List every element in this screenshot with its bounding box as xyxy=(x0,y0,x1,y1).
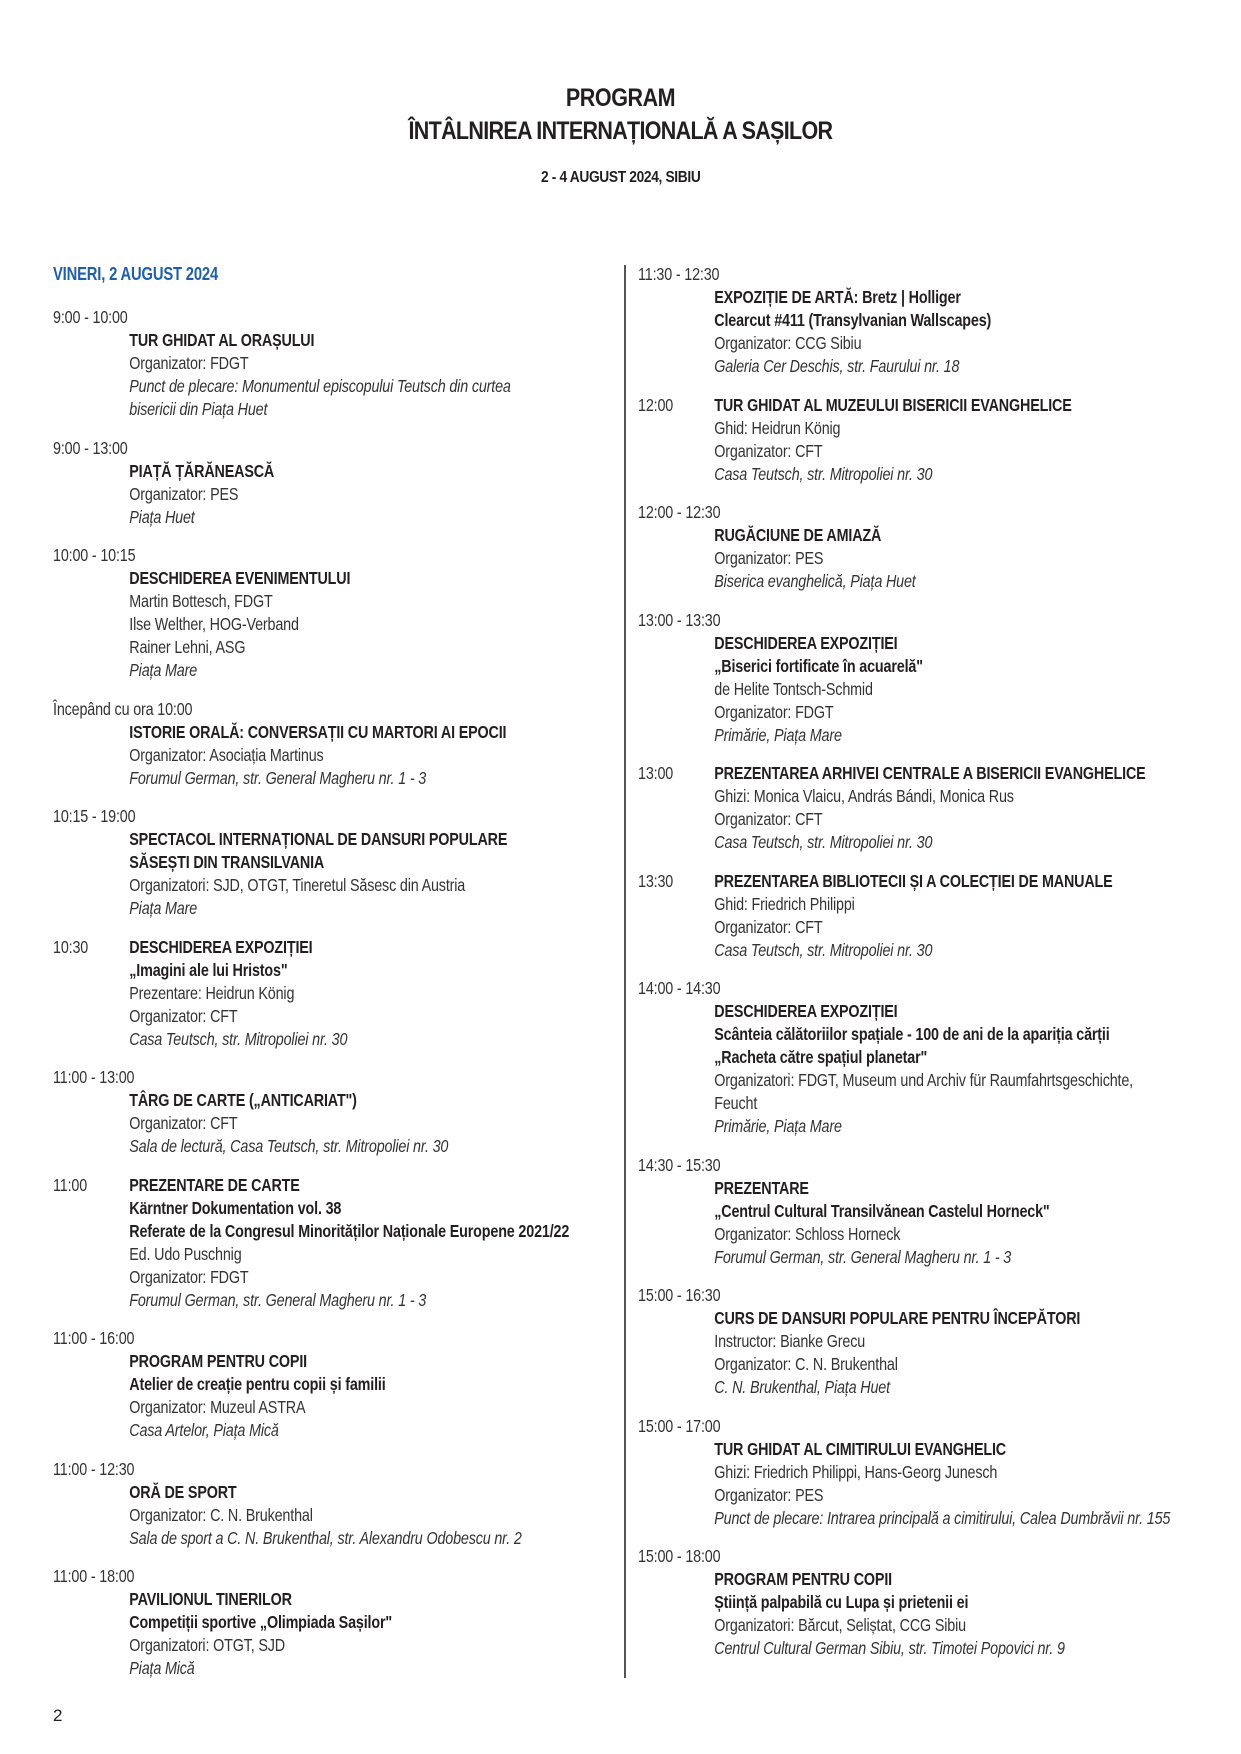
event-info: Ghizi: Friedrich Philippi, Hans-Georg Junesch xyxy=(714,1461,998,1482)
event-location: Centrul Cultural German Sibiu, str. Timotei Popovici nr. 9 xyxy=(714,1638,1065,1658)
schedule-entry xyxy=(53,306,619,421)
event-title: Kärntner Dokumentation vol. 38 xyxy=(129,1197,342,1218)
event-info: Organizatori: FDGT, Museum und Archiv für Raumfahrtsgeschichte, xyxy=(714,1070,1134,1090)
event-location: Piața Mică xyxy=(129,1658,195,1678)
entry-details xyxy=(53,1481,619,1550)
event-title: „Biserici fortificate în acuarelă" xyxy=(714,655,923,676)
event-title: PREZENTAREA BIBLIOTECII ȘI A COLECȚIEI DE MANUALE xyxy=(714,870,1113,891)
event-title: „Imagini ale lui Hristos" xyxy=(129,959,288,980)
left-column xyxy=(53,263,619,1696)
event-info: Organizatori: OTGT, SJD xyxy=(129,1635,285,1655)
event-time: 11:00 - 13:00 xyxy=(53,1067,135,1087)
schedule-entry xyxy=(53,1066,619,1158)
event-title: Clearcut #411 (Transylvanian Wallscapes) xyxy=(714,310,992,330)
event-time: 12:00 xyxy=(638,394,674,415)
entry-row xyxy=(638,762,1204,854)
event-info: Prezentare: Heidrun König xyxy=(129,982,295,1003)
event-location: C. N. Brukenthal, Piața Huet xyxy=(714,1377,890,1397)
entry-details xyxy=(129,936,619,1051)
event-location: Casa Artelor, Piața Mică xyxy=(129,1420,279,1440)
entry-details xyxy=(53,460,619,529)
entry-row xyxy=(53,1174,619,1312)
event-title: CURS DE DANSURI POPULARE PENTRU ÎNCEPĂTORI xyxy=(714,1308,1081,1328)
event-title: ISTORIE ORALĂ: CONVERSAȚII CU MARTORI AI EPOCII xyxy=(129,721,507,742)
event-time: Începând cu ora 10:00 xyxy=(53,698,193,719)
schedule-entry xyxy=(53,805,619,920)
entry-details xyxy=(53,1588,619,1680)
schedule-entry xyxy=(638,1154,1204,1269)
entry-details xyxy=(638,1000,1204,1138)
event-info: Ghizi: Monica Vlaicu, András Bándi, Monica Rus xyxy=(714,786,1014,806)
event-info: Organizator: PES xyxy=(714,1484,824,1505)
event-time: 13:00 - 13:30 xyxy=(638,609,721,630)
event-title: PAVILIONUL TINERILOR xyxy=(129,1589,292,1609)
event-title: PROGRAM PENTRU COPII xyxy=(129,1351,307,1371)
event-info: Organizatori: SJD, OTGT, Tineretul Săsesc din Austria xyxy=(129,875,466,895)
event-info: Organizator: FDGT xyxy=(129,1266,249,1287)
entry-details xyxy=(638,1568,1204,1660)
event-time: 13:00 xyxy=(638,763,674,783)
event-location: Forumul German, str. General Magheru nr. 1 - 3 xyxy=(129,767,427,788)
event-title: PIAȚĂ ȚĂRĂNEASCĂ xyxy=(129,460,275,481)
schedule-list-right xyxy=(638,263,1204,1660)
event-time: 15:00 - 16:30 xyxy=(638,1285,721,1305)
event-location: Punct de plecare: Monumentul episcopului Teutsch din curtea xyxy=(129,376,511,396)
event-title: PROGRAM PENTRU COPII xyxy=(714,1569,892,1589)
event-location: Casa Teutsch, str. Mitropoliei nr. 30 xyxy=(714,832,933,852)
schedule-entry xyxy=(638,1415,1204,1530)
event-info: Organizator: C. N. Brukenthal xyxy=(714,1354,898,1374)
event-info: Organizator: CFT xyxy=(129,1005,238,1026)
schedule-entry xyxy=(53,1565,619,1680)
event-info: Organizator: PES xyxy=(129,483,239,504)
event-info: Organizatori: Bărcut, Seliștat, CCG Sibiu xyxy=(714,1615,966,1635)
entry-details xyxy=(714,762,1204,854)
event-title: EXPOZIȚIE DE ARTĂ: Bretz | Holliger xyxy=(714,287,961,307)
event-title: TÂRG DE CARTE („ANTICARIAT") xyxy=(129,1090,357,1110)
right-column xyxy=(638,263,1204,1676)
event-time: 14:30 - 15:30 xyxy=(638,1154,721,1175)
event-location: Primărie, Piața Mare xyxy=(714,1116,842,1136)
event-time: 11:00 xyxy=(53,1174,88,1195)
event-info: Ghid: Heidrun König xyxy=(714,417,841,438)
entry-row xyxy=(638,394,1204,486)
event-title: PREZENTARE DE CARTE xyxy=(129,1174,300,1195)
entry-details xyxy=(714,870,1204,962)
event-info: Organizator: CFT xyxy=(714,916,823,937)
entry-row xyxy=(53,936,619,1051)
event-title: DESCHIDEREA EVENIMENTULUI xyxy=(129,568,351,588)
event-location: Casa Teutsch, str. Mitropoliei nr. 30 xyxy=(714,939,933,960)
event-info: Organizator: FDGT xyxy=(129,353,249,373)
event-title: Atelier de creație pentru copii și familii xyxy=(129,1374,386,1394)
event-location: Casa Teutsch, str. Mitropoliei nr. 30 xyxy=(714,463,933,484)
schedule-entry xyxy=(638,870,1204,962)
event-time: 11:00 - 12:30 xyxy=(53,1458,135,1479)
event-title: Știință palpabilă cu Lupa și prietenii ei xyxy=(714,1592,969,1612)
event-time: 10:15 - 19:00 xyxy=(53,806,136,826)
page-number: 2 xyxy=(53,1706,63,1725)
entry-details xyxy=(53,828,619,920)
event-location: Galeria Cer Deschis, str. Faurului nr. 18 xyxy=(714,356,960,376)
event-info: Rainer Lehni, ASG xyxy=(129,637,246,657)
event-title: Referate de la Congresul Minorităților Naționale Europene 2021/22 xyxy=(129,1220,570,1241)
event-location: Piața Mare xyxy=(129,660,198,680)
event-info: Ilse Welther, HOG-Verband xyxy=(129,614,299,634)
event-title: PREZENTAREA ARHIVEI CENTRALE A BISERICII EVANGHELICE xyxy=(714,763,1146,783)
entry-details xyxy=(53,1350,619,1442)
entry-details xyxy=(638,1438,1204,1530)
event-time: 12:00 - 12:30 xyxy=(638,502,721,522)
event-location: Forumul German, str. General Magheru nr. 1 - 3 xyxy=(714,1246,1012,1267)
schedule-entry xyxy=(53,698,619,790)
event-info: Martin Bottesch, FDGT xyxy=(129,591,273,611)
schedule-entry xyxy=(638,501,1204,593)
entry-details xyxy=(53,567,619,682)
event-info: de Helite Tontsch-Schmid xyxy=(714,678,873,699)
event-title: SĂSEȘTI DIN TRANSILVANIA xyxy=(129,852,325,872)
event-info: Organizator: CFT xyxy=(129,1113,238,1133)
event-title: PREZENTARE xyxy=(714,1177,809,1198)
schedule-entry xyxy=(53,437,619,529)
event-info: Organizator: FDGT xyxy=(714,701,834,722)
column-divider xyxy=(624,265,626,1678)
event-title: Scânteia călătoriilor spațiale - 100 de ani de la apariția cărții xyxy=(714,1024,1110,1044)
entry-details xyxy=(53,329,619,421)
event-time: 10:30 xyxy=(53,936,89,957)
event-location: Piața Huet xyxy=(129,506,195,527)
event-title: Competiții sportive „Olimpiada Sașilor" xyxy=(129,1612,393,1632)
event-location: Piața Mare xyxy=(129,898,198,918)
page-subtitle: 2 - 4 AUGUST 2024, SIBIU xyxy=(540,169,701,186)
event-time: 11:00 - 16:00 xyxy=(53,1328,135,1348)
event-time: 13:30 xyxy=(638,870,674,891)
entry-details xyxy=(638,524,1204,593)
event-location: Sala de lectură, Casa Teutsch, str. Mitropoliei nr. 30 xyxy=(129,1136,449,1156)
event-location: bisericii din Piața Huet xyxy=(129,399,268,419)
event-title: TUR GHIDAT AL CIMITIRULUI EVANGHELIC xyxy=(714,1438,1006,1459)
event-info: Instructor: Bianke Grecu xyxy=(714,1331,866,1351)
event-location: Sala de sport a C. N. Brukenthal, str. Alexandru Odobescu nr. 2 xyxy=(129,1527,522,1548)
entry-details xyxy=(638,632,1204,747)
schedule-entry xyxy=(53,1174,619,1312)
event-info: Ed. Udo Puschnig xyxy=(129,1243,242,1264)
event-time: 15:00 - 17:00 xyxy=(638,1415,721,1436)
entry-row xyxy=(638,870,1204,962)
schedule-entry xyxy=(638,1284,1204,1399)
event-time: 11:00 - 18:00 xyxy=(53,1566,135,1586)
page-title: PROGRAM xyxy=(565,84,676,112)
page-title-event: ÎNTÂLNIREA INTERNAȚIONALĂ A SAȘILOR xyxy=(408,117,833,145)
event-time: 9:00 - 13:00 xyxy=(53,437,128,458)
event-info: Organizator: Schloss Horneck xyxy=(714,1223,901,1244)
event-location: Punct de plecare: Intrarea principală a cimitirului, Calea Dumbrăvii nr. 155 xyxy=(714,1507,1171,1528)
event-title: TUR GHIDAT AL ORAȘULUI xyxy=(129,330,315,350)
event-info: Organizator: CFT xyxy=(714,809,823,829)
schedule-entry xyxy=(638,394,1204,486)
event-time: 14:00 - 14:30 xyxy=(638,978,721,998)
schedule-entry xyxy=(53,1458,619,1550)
schedule-entry xyxy=(53,1327,619,1442)
entry-details xyxy=(714,394,1204,486)
event-time: 15:00 - 18:00 xyxy=(638,1546,721,1566)
event-title: „Centrul Cultural Transilvănean Castelul Horneck" xyxy=(714,1200,1050,1221)
event-title: DESCHIDEREA EXPOZIȚIEI xyxy=(714,632,898,653)
event-time: 10:00 - 10:15 xyxy=(53,545,136,565)
event-title: ORĂ DE SPORT xyxy=(129,1481,237,1502)
event-info: Organizator: CCG Sibiu xyxy=(714,333,862,353)
event-info: Organizator: CFT xyxy=(714,440,823,461)
schedule-entry xyxy=(53,936,619,1051)
entry-details xyxy=(53,721,619,790)
event-title: RUGĂCIUNE DE AMIAZĂ xyxy=(714,525,882,545)
schedule-entry xyxy=(638,1545,1204,1660)
event-time: 9:00 - 10:00 xyxy=(53,307,128,327)
schedule-entry xyxy=(638,977,1204,1138)
schedule-entry xyxy=(638,263,1204,378)
event-title: DESCHIDEREA EXPOZIȚIEI xyxy=(129,936,313,957)
schedule-entry xyxy=(53,544,619,682)
entry-details xyxy=(53,1089,619,1158)
event-title: DESCHIDEREA EXPOZIȚIEI xyxy=(714,1001,898,1021)
event-title: TUR GHIDAT AL MUZEULUI BISERICII EVANGHELICE xyxy=(714,394,1072,415)
event-location: Forumul German, str. General Magheru nr. 1 - 3 xyxy=(129,1289,427,1310)
entry-details xyxy=(638,286,1204,378)
event-title: SPECTACOL INTERNAȚIONAL DE DANSURI POPULARE xyxy=(129,829,508,849)
event-info: Organizator: PES xyxy=(714,548,824,568)
event-title: „Racheta către spațiul planetar" xyxy=(714,1047,928,1067)
event-info: Ghid: Friedrich Philippi xyxy=(714,893,855,914)
day-heading: VINERI, 2 AUGUST 2024 xyxy=(53,264,218,284)
entry-details xyxy=(638,1307,1204,1399)
event-info: Organizator: C. N. Brukenthal xyxy=(129,1504,313,1525)
event-info: Organizator: Asociația Martinus xyxy=(129,744,324,765)
schedule-entry xyxy=(638,609,1204,747)
schedule-entry xyxy=(638,762,1204,854)
event-location: Primărie, Piața Mare xyxy=(714,724,842,745)
entry-details xyxy=(129,1174,619,1312)
event-location: Casa Teutsch, str. Mitropoliei nr. 30 xyxy=(129,1028,348,1049)
schedule-list-left xyxy=(53,306,619,1680)
event-location: Biserica evanghelică, Piața Huet xyxy=(714,571,916,591)
event-time: 11:30 - 12:30 xyxy=(638,264,720,284)
event-info: Feucht xyxy=(714,1093,758,1113)
event-info: Organizator: Muzeul ASTRA xyxy=(129,1397,306,1417)
entry-details xyxy=(638,1177,1204,1269)
